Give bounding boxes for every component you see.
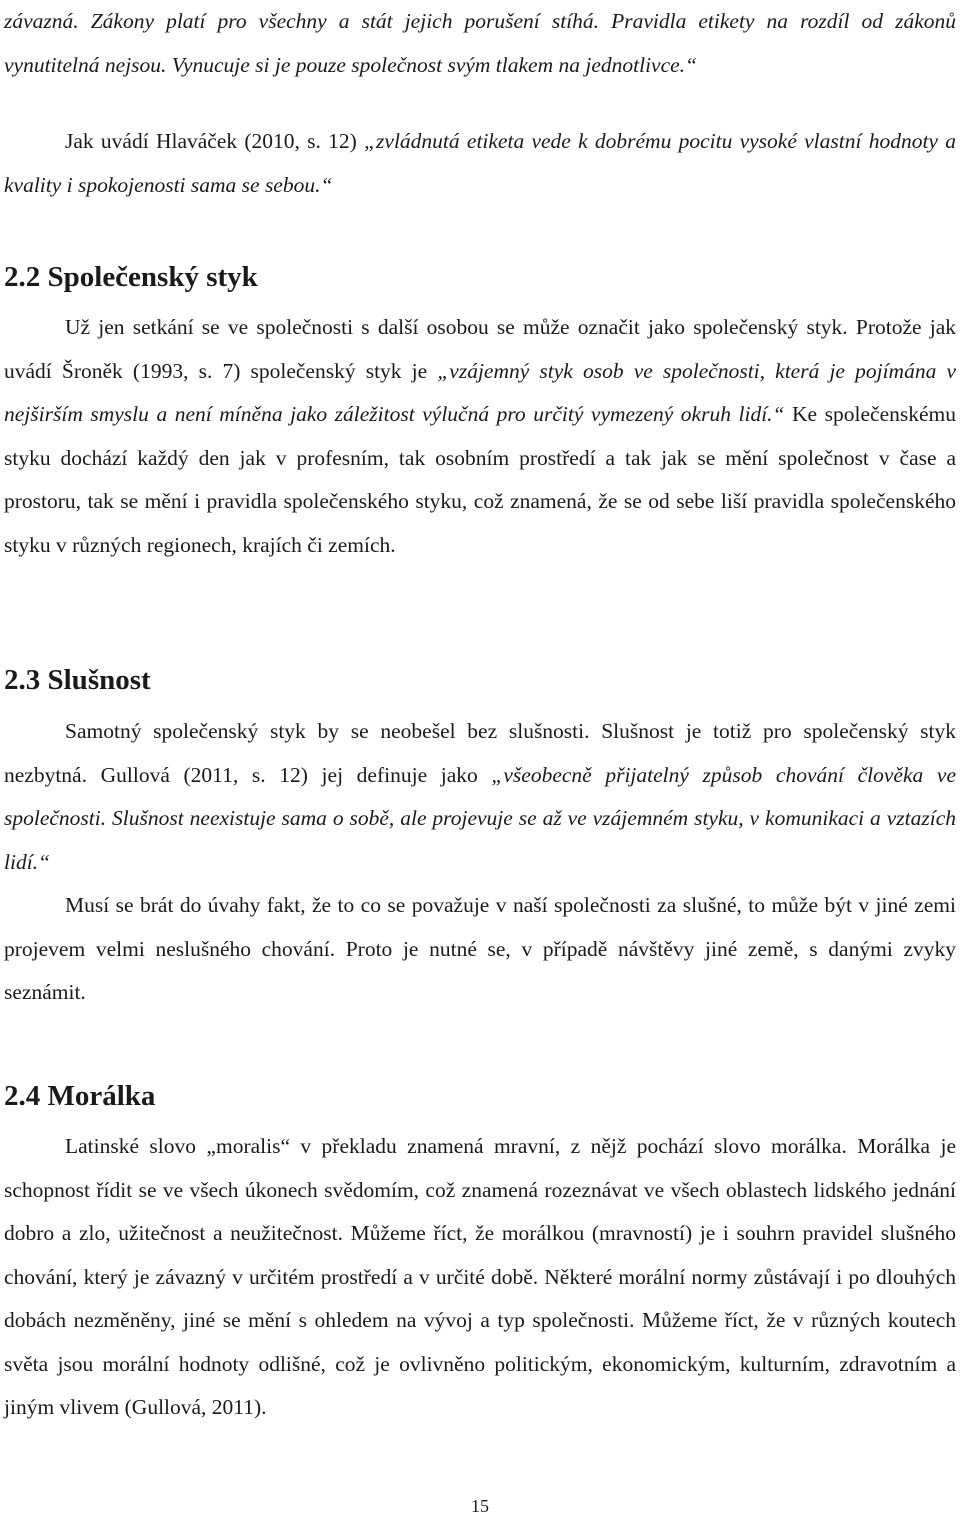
paragraph-text: Latinské slovo „moralis“ v překladu znamená mravní, z nějž pochází slovo morálka. Morálka je schopnost řídit se ve všech úkonech svědomím, což znamená rozeznávat ve všech oblastech lidského jednání dobro a zlo, užitečnost a neužitečnost. Můžeme říct, že morálkou (mravností) je i souhrn pravidel slušného chování, který je závazný v určitém prostředí a v určité době. Některé morální normy zůstávají i po dlouhých dobách nezměněny, jiné se mění s ohledem na vývoj a typ společnosti. Můžeme říct, že v různých koutech světa jsou morální hodnoty odlišné, což je ovlivněno politickým, ekonomickým, kulturním, zdravotním a jiným vlivem (Gullová, 2011). bbox=[4, 1134, 956, 1419]
paragraph-text: Samotný společenský styk by se neobešel bez slušnosti. Slušnost je totiž pro společenský styk nezbytná. Gullová (2011, s. 12) jej definuje jako bbox=[4, 719, 956, 787]
paragraph-text: Ke společenskému styku dochází každý den jak v profesním, tak osobním prostředí a tak jak se mění společnost v čase a prostoru, tak se mění i pravidla společenského styku, což znamená, že se od sebe liší pravidla společenského styku v různých regionech, krajích či zemích. bbox=[4, 402, 956, 557]
paragraph-text: Musí se brát do úvahy fakt, že to co se považuje v naší společnosti za slušné, to může být v jiné zemi projevem velmi neslušného chování. Proto je nutné se, v případě návštěvy jiné země, s danými zvyky seznámit. bbox=[4, 893, 956, 1004]
paragraph-text: Už jen setkání se ve společnosti s další osobou se může označit jako společenský styk. Protože jak uvádí Šroněk (1993, s. 7) společenský styk je bbox=[4, 315, 956, 383]
page-number: 15 bbox=[471, 1496, 489, 1516]
paragraph-text: Jak uvádí Hlaváček (2010, s. 12) bbox=[65, 129, 365, 153]
section-heading: 2.3 Slušnost bbox=[4, 664, 151, 696]
section-2-2 bbox=[4, 257, 956, 297]
italic-quote: „všeobecně přijatelný způsob chování člověka ve společnosti. Slušnost neexistuje sama o sobě, ale projevuje se až ve vzájemném styku, v komunikaci a vztazích lidí.“ bbox=[4, 762, 956, 874]
section-2-2-body bbox=[4, 306, 956, 567]
section-2-4-body bbox=[4, 1125, 956, 1430]
italic-quote: závazná. Zákony platí pro všechny a stát jejich porušení stíhá. Pravidla etikety na rozdíl od zákonů vynutitelná nejsou. Vynucuje si je pouze společnost svým tlakem na jednotlivce.“ bbox=[4, 9, 956, 77]
section-2-3 bbox=[4, 660, 956, 700]
italic-quote: „zvládnutá etiketa vede k dobrému pocitu vysoké vlastní hodnoty a kvality i spokojenosti sama se sebou.“ bbox=[4, 129, 956, 197]
section-2-4 bbox=[4, 1076, 956, 1116]
section-heading: 2.4 Morálka bbox=[4, 1080, 156, 1112]
section-2-3-body bbox=[4, 710, 956, 1015]
section-heading: 2.2 Společenský styk bbox=[4, 261, 258, 293]
italic-quote: „vzájemný styk osob ve společnosti, která je pojímána v nejširším smyslu a není míněna jako záležitost výlučná pro určitý vymezený okruh lidí.“ bbox=[4, 358, 956, 426]
paragraph-top bbox=[4, 0, 956, 87]
paragraph-hlavacek bbox=[4, 120, 956, 207]
